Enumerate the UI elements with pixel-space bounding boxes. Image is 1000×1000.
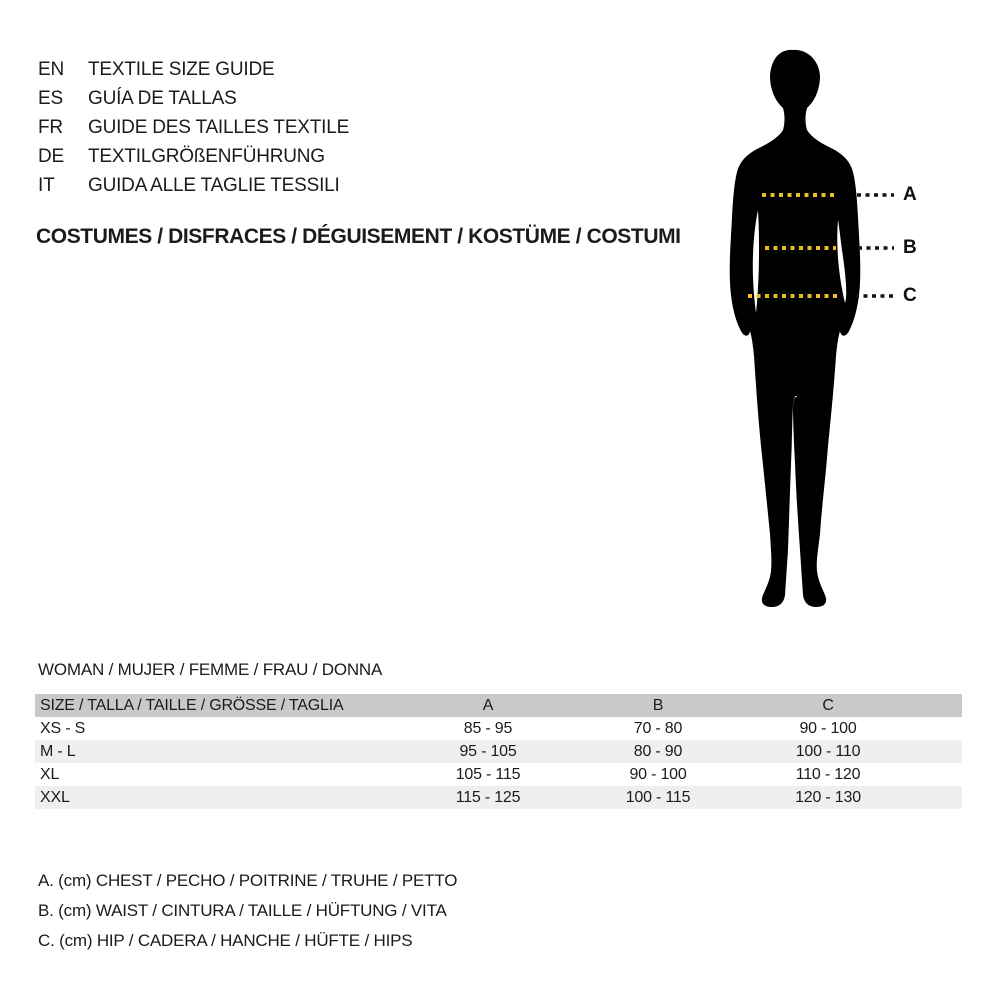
header-cell-spacer [913, 694, 962, 717]
language-code: IT [38, 175, 55, 196]
value-cell-b: 80 - 90 [633, 743, 683, 760]
spacer-cell [913, 740, 962, 763]
category-title: COSTUMES / DISFRACES / DÉGUISEMENT / KOSTÜME / COSTUMI [36, 225, 681, 248]
spacer-cell [913, 786, 962, 809]
size-table-header-row [35, 694, 962, 717]
language-label: GUÍA DE TALLAS [88, 88, 237, 109]
header-cell-a: A [482, 697, 494, 714]
header-cell-size: SIZE / TALLA / TAILLE / GRÖSSE / TAGLIA [40, 697, 344, 714]
value-cell-a: 115 - 125 [455, 789, 521, 806]
language-label: GUIDE DES TAILLES TEXTILE [88, 117, 350, 138]
value-cell-b: 90 - 100 [629, 766, 687, 783]
size-cell: M - L [40, 743, 76, 760]
size-cell: XXL [40, 789, 70, 806]
marker-label-b: B [903, 237, 917, 258]
table-row-xxl [35, 786, 962, 809]
language-guide-list [38, 55, 349, 200]
header-cell-b: B [652, 697, 664, 714]
section-label-woman: WOMAN / MUJER / FEMME / FRAU / DONNA [38, 660, 383, 679]
header-cell-c: C [822, 697, 834, 714]
value-cell-a: 95 - 105 [459, 743, 517, 760]
language-row-en [38, 55, 349, 84]
value-cell-b: 70 - 80 [633, 720, 683, 737]
language-label: TEXTILE SIZE GUIDE [88, 59, 275, 80]
note-waist: B. (cm) WAIST / CINTURA / TAILLE / HÜFTUNG / VITA [38, 901, 447, 920]
language-row-fr [38, 113, 349, 142]
value-cell-b: 100 - 115 [625, 789, 691, 806]
language-code: EN [38, 59, 64, 80]
table-row-xl [35, 763, 962, 786]
value-cell-a: 85 - 95 [463, 720, 513, 737]
value-cell-c: 120 - 130 [795, 789, 861, 806]
size-cell: XL [40, 766, 60, 783]
table-row-m-l [35, 740, 962, 763]
table-row-xs-s [35, 717, 962, 740]
size-table [35, 694, 962, 809]
language-code: FR [38, 117, 63, 138]
language-code: DE [38, 146, 64, 167]
note-hip: C. (cm) HIP / CADERA / HANCHE / HÜFTE / HIPS [38, 931, 413, 950]
measurement-figure [700, 45, 900, 625]
value-cell-a: 105 - 115 [455, 766, 521, 783]
woman-silhouette-graphic [700, 45, 900, 625]
marker-label-c: C [903, 285, 917, 306]
note-chest: A. (cm) CHEST / PECHO / POITRINE / TRUHE / PETTO [38, 871, 458, 890]
value-cell-c: 110 - 120 [795, 766, 861, 783]
woman-silhouette [730, 50, 861, 607]
spacer-cell [913, 717, 962, 740]
language-row-de [38, 142, 349, 171]
language-label: TEXTILGRÖßENFÜHRUNG [88, 146, 325, 167]
size-cell: XS - S [40, 720, 86, 737]
language-code: ES [38, 88, 63, 109]
spacer-cell [913, 763, 962, 786]
marker-label-a: A [903, 184, 917, 205]
value-cell-c: 90 - 100 [799, 720, 857, 737]
language-label: GUIDA ALLE TAGLIE TESSILI [88, 175, 340, 196]
value-cell-c: 100 - 110 [795, 743, 861, 760]
language-row-it [38, 171, 349, 200]
language-row-es [38, 84, 349, 113]
measure-notes [38, 866, 457, 956]
